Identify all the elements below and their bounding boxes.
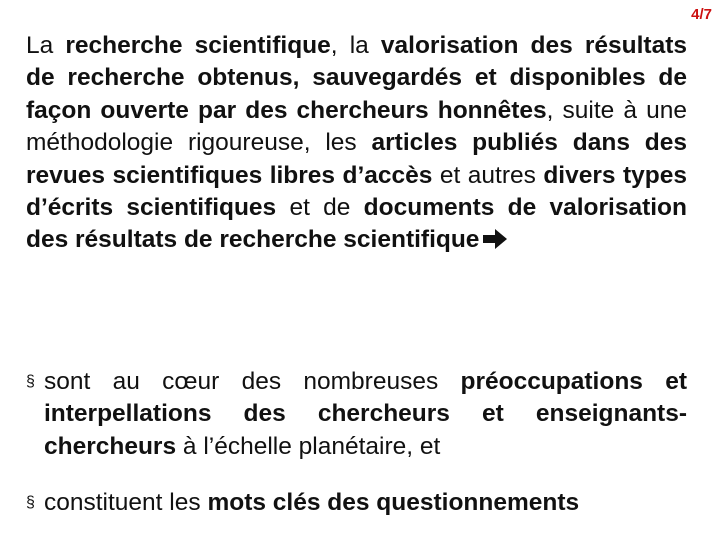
bullet-item: [26, 487, 687, 519]
text-run-bold: mots clés des questionnements: [207, 489, 580, 517]
bullet-list: [26, 366, 687, 544]
text-run-bold: préoccupations et interpellations des chercheurs et enseignants-chercheurs: [44, 368, 687, 460]
right-arrow-icon: [483, 226, 507, 258]
text-run-bold: divers types d’écrits scientifiques: [26, 161, 687, 222]
bullet-marker: §: [26, 373, 35, 390]
text-run: et de: [276, 194, 364, 222]
text-run-bold: articles publiés dans des revues scientifiques libres d’accès: [26, 129, 687, 189]
text-run: La: [26, 32, 66, 59]
text-run-bold: valorisation des résultats de recherche obtenus, sauvegardés et disponibles de façon ouverte par des chercheurs honnêtes: [26, 32, 687, 124]
text-run-bold: recherche scientifique: [65, 32, 331, 59]
text-run: , la: [330, 32, 381, 59]
text-run: , suite à une méthodologie rigoureuse, les: [26, 96, 687, 157]
text-run: sont au cœur des nombreuses: [44, 368, 461, 395]
text-run: à l’échelle planétaire, et: [176, 432, 441, 460]
main-paragraph: [26, 30, 687, 259]
bullet-marker: §: [26, 494, 35, 512]
text-run: et autres: [432, 161, 544, 189]
bullet-item: [26, 366, 687, 463]
text-run: constituent les: [44, 489, 208, 517]
slide-number: 4/7: [691, 6, 712, 23]
text-run-bold: documents de valorisation des résultats de recherche scientifique: [26, 194, 687, 254]
